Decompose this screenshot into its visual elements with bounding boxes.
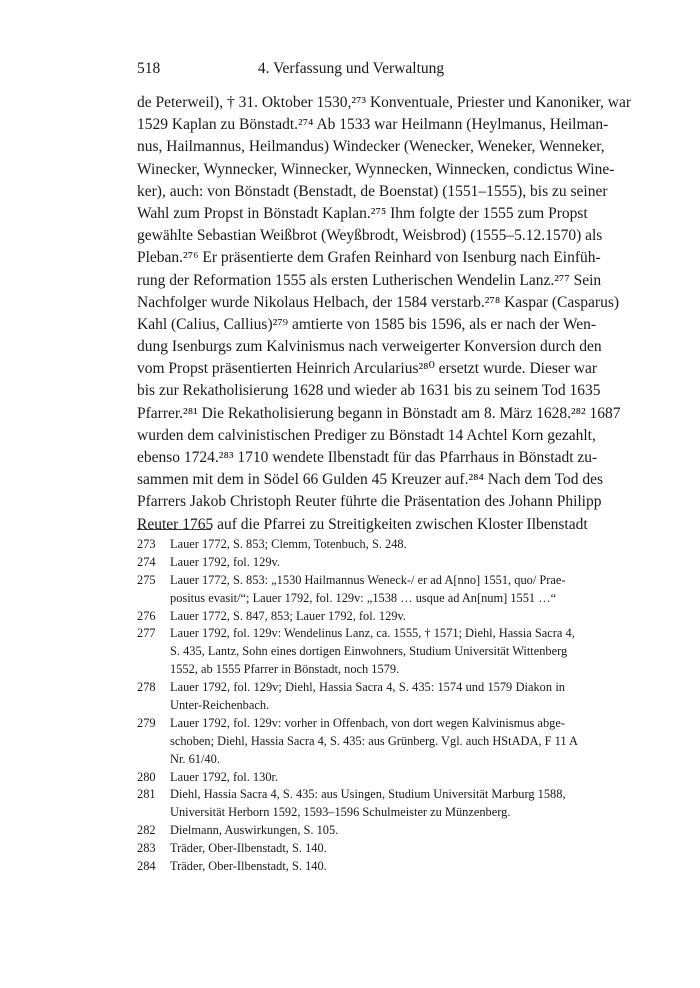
body-line: Wahl zum Propst in Bönstadt Kaplan.²⁷⁵ Ihm folgte der 1555 zum Propst: [137, 204, 588, 222]
footnote-line: Unter-Reichenbach.: [170, 698, 270, 713]
body-line: vom Propst präsentierten Heinrich Arcularius²⁸⁰ ersetzt wurde. Dieser war: [137, 360, 598, 378]
footnote-number: 284: [137, 859, 156, 874]
body-line: Reuter 1765 auf die Pfarrei zu Streitigkeiten zwischen Kloster Ilbenstadt: [137, 515, 588, 533]
footnote-line: Lauer 1772, S. 853; Clemm, Totenbuch, S. 248.: [170, 537, 407, 551]
footnote-line: Träder, Ober-Ilbenstadt, S. 140.: [170, 859, 327, 874]
footnote-number: 281: [137, 787, 156, 802]
footnote-number: 279: [137, 715, 156, 730]
footnote-line: Lauer 1772, S. 853: „1530 Hailmannus Weneck-/ er ad A[nno] 1551, quo/ Prae-: [170, 572, 566, 587]
footnote-number: 278: [137, 680, 156, 695]
footnote-number: 283: [137, 841, 156, 856]
body-line: Kahl (Calius, Callius)²⁷⁹ amtierte von 1585 bis 1596, als er nach der Wen-: [137, 315, 597, 333]
footnote: [137, 608, 565, 626]
footnote: [137, 858, 565, 876]
footnote-number: 274: [137, 554, 156, 569]
footnote-line: Lauer 1792, fol. 129v; Diehl, Hassia Sacra 4, S. 435: 1574 und 1579 Diakon in: [170, 680, 565, 695]
body-line: 1529 Kaplan zu Bönstadt.²⁷⁴ Ab 1533 war Heilmann (Heylmanus, Heilman-: [137, 116, 609, 134]
body-line: Pfarrer.²⁸¹ Die Rekatholisierung begann in Bönstadt am 8. März 1628.²⁸² 1687: [137, 404, 621, 422]
page-header: [137, 60, 565, 80]
page-number: 518: [137, 60, 161, 77]
body-line: gewählte Sebastian Weißbrot (Weyßbrodt, Weisbrod) (1555–5.12.1570) als: [137, 227, 603, 245]
body-line: sammen mit dem in Södel 66 Gulden 45 Kreuzer auf.²⁸⁴ Nach dem Tod des: [137, 471, 604, 489]
footnote-line: Lauer 1792, fol. 129v.: [170, 554, 280, 569]
body-line: rung der Reformation 1555 als ersten Lutherischen Wendelin Lanz.²⁷⁷ Sein: [137, 271, 602, 289]
footnote-line: positus evasit/“; Lauer 1792, fol. 129v: „1538 … usque ad An[num] 1551 …“: [170, 590, 557, 605]
body-line: de Peterweil), † 31. Oktober 1530,²⁷³ Konventuale, Priester und Kanoniker, war: [137, 94, 632, 111]
footnote-number: 277: [137, 626, 156, 641]
footnote: [137, 625, 575, 679]
footnote-line: Lauer 1772, S. 847, 853; Lauer 1792, fol. 129v.: [170, 608, 406, 623]
footnote: [137, 769, 565, 787]
footnote-line: Lauer 1792, fol. 129v: vorher in Offenbach, von dort wegen Kalvinismus abge-: [170, 715, 565, 730]
footnote: [137, 536, 565, 554]
footnote-number: 280: [137, 769, 156, 784]
body-line: ebenso 1724.²⁸³ 1710 wendete Ilbenstadt für das Pfarrhaus in Bönstadt zu-: [137, 449, 598, 466]
footnote-line: Diehl, Hassia Sacra 4, S. 435: aus Usingen, Studium Universität Marburg 1588,: [170, 787, 566, 802]
body-line: Winecker, Wynnecker, Winnecker, Wynnecken, Winnecken, condictus Wine-: [137, 160, 615, 178]
footnotes: [137, 536, 578, 876]
footnote-line: schoben; Diehl, Hassia Sacra 4, S. 435: aus Grünberg. Vgl. auch HStADA, F 11 A: [170, 733, 578, 748]
body-line: Pleban.²⁷⁶ Er präsentierte dem Grafen Reinhard von Isenburg nach Einfüh-: [137, 249, 601, 267]
body-line: wurden dem calvinistischen Prediger zu Bönstadt 14 Achtel Korn gezahlt,: [137, 426, 596, 444]
footnote-line: 1552, ab 1555 Pfarrer in Bönstadt, noch 1579.: [170, 662, 400, 677]
footnote-line: Lauer 1792, fol. 129v: Wendelinus Lanz, ca. 1555, † 1571; Diehl, Hassia Sacra 4,: [170, 626, 575, 641]
footnote: [137, 554, 565, 572]
body-text: [137, 92, 632, 536]
running-title: 4. Verfassung und Verwaltung: [257, 60, 445, 77]
footnote-line: Universität Herborn 1592, 1593–1596 Schulmeister zu Münzenberg.: [170, 805, 511, 820]
footnote: [137, 572, 565, 608]
footnote: [137, 786, 565, 822]
footnote-line: Lauer 1792, fol. 130r.: [170, 769, 279, 784]
body-line: nus, Hailmannus, Heilmandus) Windecker (Wenecker, Weneker, Wenneker,: [137, 138, 605, 156]
footnote-line: Nr. 61/40.: [170, 751, 220, 766]
body-line: bis zur Rekatholisierung 1628 und wieder ab 1631 bis zu seinem Tod 1635: [137, 382, 601, 400]
body-line: Nachfolger wurde Nikolaus Helbach, der 1584 verstarb.²⁷⁸ Kaspar (Casparus): [137, 293, 620, 311]
footnote: [137, 840, 565, 858]
footnote: [137, 715, 578, 769]
body-line: dung Isenburgs zum Kalvinismus nach verweigerter Konversion durch den: [137, 338, 602, 356]
footnote-line: S. 435, Lantz, Sohn eines dortigen Einwohners, Studium Universität Wittenberg: [170, 644, 568, 659]
footnote-rule: [137, 529, 211, 530]
footnote-number: 275: [137, 572, 156, 587]
footnote-number: 276: [137, 608, 156, 623]
footnote-line: Träder, Ober-Ilbenstadt, S. 140.: [170, 841, 327, 856]
body-line: ker), auch: von Bönstadt (Benstadt, de Boenstat) (1551–1555), bis zu seiner: [137, 182, 608, 200]
footnote: [137, 679, 565, 715]
footnote-number: 273: [137, 537, 156, 551]
footnote: [137, 822, 565, 840]
footnote-line: Dielmann, Auswirkungen, S. 105.: [170, 823, 339, 838]
body-line: Pfarrers Jakob Christoph Reuter führte die Präsentation des Johann Philipp: [137, 493, 602, 511]
footnote-number: 282: [137, 823, 156, 838]
